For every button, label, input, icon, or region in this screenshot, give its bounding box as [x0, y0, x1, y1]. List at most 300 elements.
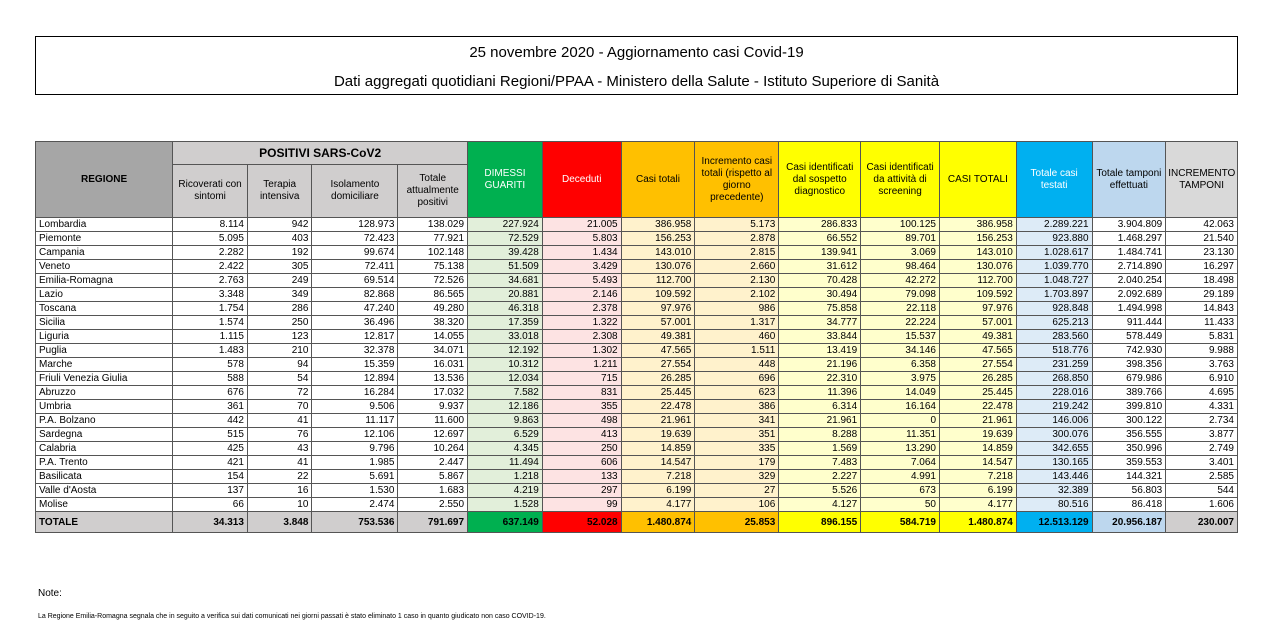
header-terapia-intensiva: Terapia intensiva — [247, 165, 312, 218]
value-cell: 72 — [247, 386, 312, 400]
value-cell: 21.196 — [779, 358, 861, 372]
value-cell: 99.674 — [312, 246, 398, 260]
value-cell: 3.877 — [1166, 428, 1238, 442]
value-cell: 2.102 — [695, 288, 779, 302]
value-cell: 359.553 — [1092, 456, 1166, 470]
header-positivi-group: POSITIVI SARS-CoV2 — [173, 142, 468, 165]
value-cell: 112.700 — [621, 274, 695, 288]
value-cell: 2.749 — [1166, 442, 1238, 456]
value-cell: 97.976 — [940, 302, 1017, 316]
region-name-cell: Valle d'Aosta — [36, 484, 173, 498]
value-cell: 86.418 — [1092, 498, 1166, 512]
value-cell: 249 — [247, 274, 312, 288]
value-cell: 515 — [173, 428, 248, 442]
value-cell: 70 — [247, 400, 312, 414]
header-sospetto-diagnostico: Casi identificati dal sospetto diagnostico — [779, 142, 861, 218]
value-cell: 102.148 — [398, 246, 468, 260]
value-cell: 228.016 — [1016, 386, 1092, 400]
note-label: Note: — [38, 588, 62, 599]
value-cell: 4.219 — [468, 484, 543, 498]
value-cell: 50 — [861, 498, 940, 512]
value-cell: 2.734 — [1166, 414, 1238, 428]
value-cell: 10.264 — [398, 442, 468, 456]
value-cell: 82.868 — [312, 288, 398, 302]
value-cell: 25.445 — [940, 386, 1017, 400]
value-cell: 335 — [695, 442, 779, 456]
value-cell: 12.192 — [468, 344, 543, 358]
value-cell: 2.714.890 — [1092, 260, 1166, 274]
region-name-cell: Lombardia — [36, 218, 173, 232]
value-cell: 57.001 — [940, 316, 1017, 330]
value-cell: 623 — [695, 386, 779, 400]
value-cell: 2.447 — [398, 456, 468, 470]
value-cell: 1.483 — [173, 344, 248, 358]
value-cell: 5.173 — [695, 218, 779, 232]
table-row — [36, 470, 1238, 484]
value-cell: 47.565 — [621, 344, 695, 358]
value-cell: 11.396 — [779, 386, 861, 400]
value-cell: 43 — [247, 442, 312, 456]
value-cell: 1.115 — [173, 330, 248, 344]
value-cell: 36.496 — [312, 316, 398, 330]
value-cell: 1.028.617 — [1016, 246, 1092, 260]
total-value-cell: 34.313 — [173, 512, 248, 533]
value-cell: 16.297 — [1166, 260, 1238, 274]
value-cell: 7.483 — [779, 456, 861, 470]
value-cell: 349 — [247, 288, 312, 302]
total-value-cell: 584.719 — [861, 512, 940, 533]
region-name-cell: Toscana — [36, 302, 173, 316]
table-row — [36, 484, 1238, 498]
value-cell: 1.468.297 — [1092, 232, 1166, 246]
table-row — [36, 330, 1238, 344]
value-cell: 300.076 — [1016, 428, 1092, 442]
region-name-cell: Friuli Venezia Giulia — [36, 372, 173, 386]
value-cell: 143.446 — [1016, 470, 1092, 484]
value-cell: 12.106 — [312, 428, 398, 442]
value-cell: 34.777 — [779, 316, 861, 330]
value-cell: 425 — [173, 442, 248, 456]
value-cell: 128.973 — [312, 218, 398, 232]
value-cell: 137 — [173, 484, 248, 498]
header-deceduti: Deceduti — [542, 142, 621, 218]
value-cell: 42.063 — [1166, 218, 1238, 232]
value-cell: 26.285 — [621, 372, 695, 386]
value-cell: 156.253 — [621, 232, 695, 246]
value-cell: 356.555 — [1092, 428, 1166, 442]
value-cell: 1.511 — [695, 344, 779, 358]
value-cell: 12.817 — [312, 330, 398, 344]
total-value-cell: 20.956.187 — [1092, 512, 1166, 533]
value-cell: 17.359 — [468, 316, 543, 330]
value-cell: 10 — [247, 498, 312, 512]
value-cell: 106 — [695, 498, 779, 512]
value-cell: 130.076 — [621, 260, 695, 274]
value-cell: 1.606 — [1166, 498, 1238, 512]
value-cell: 32.389 — [1016, 484, 1092, 498]
value-cell: 297 — [542, 484, 621, 498]
value-cell: 2.289.221 — [1016, 218, 1092, 232]
value-cell: 2.378 — [542, 302, 621, 316]
value-cell: 156.253 — [940, 232, 1017, 246]
header-isolamento: Isolamento domiciliare — [312, 165, 398, 218]
value-cell: 715 — [542, 372, 621, 386]
table-row — [36, 288, 1238, 302]
value-cell: 355 — [542, 400, 621, 414]
value-cell: 942 — [247, 218, 312, 232]
value-cell: 123 — [247, 330, 312, 344]
value-cell: 16.164 — [861, 400, 940, 414]
value-cell: 72.423 — [312, 232, 398, 246]
value-cell: 143.010 — [940, 246, 1017, 260]
value-cell: 16.031 — [398, 358, 468, 372]
value-cell: 421 — [173, 456, 248, 470]
value-cell: 22.478 — [940, 400, 1017, 414]
value-cell: 4.127 — [779, 498, 861, 512]
value-cell: 9.988 — [1166, 344, 1238, 358]
value-cell: 5.831 — [1166, 330, 1238, 344]
value-cell: 1.322 — [542, 316, 621, 330]
value-cell: 66.552 — [779, 232, 861, 246]
value-cell: 70.428 — [779, 274, 861, 288]
value-cell: 442 — [173, 414, 248, 428]
value-cell: 1.048.727 — [1016, 274, 1092, 288]
value-cell: 16 — [247, 484, 312, 498]
value-cell: 27 — [695, 484, 779, 498]
table-row — [36, 232, 1238, 246]
value-cell: 386.958 — [940, 218, 1017, 232]
value-cell: 133 — [542, 470, 621, 484]
value-cell: 2.550 — [398, 498, 468, 512]
value-cell: 14.547 — [940, 456, 1017, 470]
value-cell: 22 — [247, 470, 312, 484]
value-cell: 342.655 — [1016, 442, 1092, 456]
value-cell: 4.331 — [1166, 400, 1238, 414]
value-cell: 1.528 — [468, 498, 543, 512]
value-cell: 14.055 — [398, 330, 468, 344]
total-value-cell: 896.155 — [779, 512, 861, 533]
total-value-cell: 3.848 — [247, 512, 312, 533]
value-cell: 3.348 — [173, 288, 248, 302]
total-value-cell: 52.028 — [542, 512, 621, 533]
value-cell: 350.996 — [1092, 442, 1166, 456]
value-cell: 139.941 — [779, 246, 861, 260]
value-cell: 47.565 — [940, 344, 1017, 358]
value-cell: 386.958 — [621, 218, 695, 232]
value-cell: 413 — [542, 428, 621, 442]
total-value-cell: 791.697 — [398, 512, 468, 533]
value-cell: 1.494.998 — [1092, 302, 1166, 316]
total-value-cell: 25.853 — [695, 512, 779, 533]
value-cell: 742.930 — [1092, 344, 1166, 358]
table-row — [36, 302, 1238, 316]
header-incremento-tamponi: INCREMENTO TAMPONI — [1166, 142, 1238, 218]
value-cell: 21.005 — [542, 218, 621, 232]
value-cell: 66 — [173, 498, 248, 512]
value-cell: 13.290 — [861, 442, 940, 456]
value-cell: 1.703.897 — [1016, 288, 1092, 302]
report-title-box — [35, 36, 1238, 95]
value-cell: 112.700 — [940, 274, 1017, 288]
region-name-cell: Molise — [36, 498, 173, 512]
value-cell: 33.844 — [779, 330, 861, 344]
table-row — [36, 400, 1238, 414]
value-cell: 14.547 — [621, 456, 695, 470]
value-cell: 57.001 — [621, 316, 695, 330]
value-cell: 3.975 — [861, 372, 940, 386]
value-cell: 578 — [173, 358, 248, 372]
table-row — [36, 358, 1238, 372]
region-name-cell: Puglia — [36, 344, 173, 358]
value-cell: 100.125 — [861, 218, 940, 232]
value-cell: 518.776 — [1016, 344, 1092, 358]
value-cell: 22.310 — [779, 372, 861, 386]
value-cell: 6.314 — [779, 400, 861, 414]
value-cell: 12.034 — [468, 372, 543, 386]
value-cell: 29.189 — [1166, 288, 1238, 302]
value-cell: 1.434 — [542, 246, 621, 260]
value-cell: 928.848 — [1016, 302, 1092, 316]
value-cell: 18.498 — [1166, 274, 1238, 288]
region-name-cell: Marche — [36, 358, 173, 372]
value-cell: 2.130 — [695, 274, 779, 288]
value-cell: 49.280 — [398, 302, 468, 316]
value-cell: 79.098 — [861, 288, 940, 302]
value-cell: 460 — [695, 330, 779, 344]
value-cell: 3.401 — [1166, 456, 1238, 470]
value-cell: 47.240 — [312, 302, 398, 316]
value-cell: 46.318 — [468, 302, 543, 316]
value-cell: 54 — [247, 372, 312, 386]
value-cell: 109.592 — [940, 288, 1017, 302]
value-cell: 361 — [173, 400, 248, 414]
value-cell: 69.514 — [312, 274, 398, 288]
table-row — [36, 414, 1238, 428]
total-value-cell: 1.480.874 — [940, 512, 1017, 533]
value-cell: 130.076 — [940, 260, 1017, 274]
value-cell: 3.904.809 — [1092, 218, 1166, 232]
value-cell: 21.540 — [1166, 232, 1238, 246]
value-cell: 399.810 — [1092, 400, 1166, 414]
value-cell: 77.921 — [398, 232, 468, 246]
value-cell: 34.146 — [861, 344, 940, 358]
value-cell: 31.612 — [779, 260, 861, 274]
value-cell: 9.796 — [312, 442, 398, 456]
value-cell: 2.763 — [173, 274, 248, 288]
value-cell: 21.961 — [940, 414, 1017, 428]
value-cell: 231.259 — [1016, 358, 1092, 372]
value-cell: 403 — [247, 232, 312, 246]
value-cell: 2.815 — [695, 246, 779, 260]
value-cell: 6.199 — [940, 484, 1017, 498]
value-cell: 14.843 — [1166, 302, 1238, 316]
value-cell: 588 — [173, 372, 248, 386]
value-cell: 1.211 — [542, 358, 621, 372]
value-cell: 144.321 — [1092, 470, 1166, 484]
value-cell: 305 — [247, 260, 312, 274]
value-cell: 38.320 — [398, 316, 468, 330]
value-cell: 329 — [695, 470, 779, 484]
value-cell: 1.574 — [173, 316, 248, 330]
value-cell: 2.422 — [173, 260, 248, 274]
value-cell: 13.536 — [398, 372, 468, 386]
region-name-cell: Veneto — [36, 260, 173, 274]
value-cell: 341 — [695, 414, 779, 428]
value-cell: 6.358 — [861, 358, 940, 372]
header-ricoverati: Ricoverati con sintomi — [173, 165, 248, 218]
value-cell: 4.991 — [861, 470, 940, 484]
region-name-cell: Lazio — [36, 288, 173, 302]
value-cell: 192 — [247, 246, 312, 260]
report-subtitle: Dati aggregati quotidiani Regioni/PPAA - Ministero della Salute - Istituto Superiore di Sanità — [333, 73, 940, 90]
value-cell: 227.924 — [468, 218, 543, 232]
value-cell: 12.697 — [398, 428, 468, 442]
value-cell: 676 — [173, 386, 248, 400]
value-cell: 22.224 — [861, 316, 940, 330]
value-cell: 2.474 — [312, 498, 398, 512]
value-cell: 27.554 — [621, 358, 695, 372]
value-cell: 3.069 — [861, 246, 940, 260]
value-cell: 7.582 — [468, 386, 543, 400]
value-cell: 831 — [542, 386, 621, 400]
value-cell: 911.444 — [1092, 316, 1166, 330]
header-casi-totali: Casi totali — [621, 142, 695, 218]
region-name-cell: Calabria — [36, 442, 173, 456]
value-cell: 75.138 — [398, 260, 468, 274]
totals-row — [36, 512, 1238, 533]
region-name-cell: Piemonte — [36, 232, 173, 246]
header-totale-positivi: Totale attualmente positivi — [398, 165, 468, 218]
value-cell: 20.881 — [468, 288, 543, 302]
value-cell: 75.858 — [779, 302, 861, 316]
value-cell: 12.894 — [312, 372, 398, 386]
value-cell: 606 — [542, 456, 621, 470]
value-cell: 146.006 — [1016, 414, 1092, 428]
value-cell: 41 — [247, 414, 312, 428]
value-cell: 34.071 — [398, 344, 468, 358]
value-cell: 11.117 — [312, 414, 398, 428]
value-cell: 27.554 — [940, 358, 1017, 372]
value-cell: 986 — [695, 302, 779, 316]
value-cell: 250 — [542, 442, 621, 456]
value-cell: 21.961 — [779, 414, 861, 428]
value-cell: 109.592 — [621, 288, 695, 302]
header-incremento-casi: Incremento casi totali (rispetto al giorno precedente) — [695, 142, 779, 218]
value-cell: 15.359 — [312, 358, 398, 372]
value-cell: 7.064 — [861, 456, 940, 470]
value-cell: 76 — [247, 428, 312, 442]
value-cell: 89.701 — [861, 232, 940, 246]
value-cell: 72.529 — [468, 232, 543, 246]
value-cell: 12.186 — [468, 400, 543, 414]
value-cell: 72.526 — [398, 274, 468, 288]
table-row — [36, 246, 1238, 260]
value-cell: 15.537 — [861, 330, 940, 344]
table-row — [36, 344, 1238, 358]
region-name-cell: Umbria — [36, 400, 173, 414]
table-row — [36, 316, 1238, 330]
region-name-cell: Emilia-Romagna — [36, 274, 173, 288]
value-cell: 268.850 — [1016, 372, 1092, 386]
value-cell: 2.585 — [1166, 470, 1238, 484]
value-cell: 3.763 — [1166, 358, 1238, 372]
value-cell: 16.284 — [312, 386, 398, 400]
value-cell: 219.242 — [1016, 400, 1092, 414]
value-cell: 10.312 — [468, 358, 543, 372]
value-cell: 130.165 — [1016, 456, 1092, 470]
value-cell: 4.177 — [940, 498, 1017, 512]
value-cell: 11.600 — [398, 414, 468, 428]
value-cell: 21.961 — [621, 414, 695, 428]
value-cell: 250 — [247, 316, 312, 330]
value-cell: 389.766 — [1092, 386, 1166, 400]
value-cell: 49.381 — [621, 330, 695, 344]
value-cell: 97.976 — [621, 302, 695, 316]
table-row — [36, 372, 1238, 386]
value-cell: 0 — [861, 414, 940, 428]
value-cell: 1.985 — [312, 456, 398, 470]
value-cell: 80.516 — [1016, 498, 1092, 512]
value-cell: 30.494 — [779, 288, 861, 302]
value-cell: 19.639 — [940, 428, 1017, 442]
table-row — [36, 218, 1238, 232]
value-cell: 72.411 — [312, 260, 398, 274]
value-cell: 4.345 — [468, 442, 543, 456]
totals-label-cell: TOTALE — [36, 512, 173, 533]
region-name-cell: Sicilia — [36, 316, 173, 330]
total-value-cell: 1.480.874 — [621, 512, 695, 533]
header-regione: REGIONE — [36, 142, 173, 218]
value-cell: 5.867 — [398, 470, 468, 484]
total-value-cell: 12.513.129 — [1016, 512, 1092, 533]
value-cell: 8.288 — [779, 428, 861, 442]
table-body — [36, 218, 1238, 533]
table-row — [36, 260, 1238, 274]
value-cell: 13.419 — [779, 344, 861, 358]
value-cell: 2.040.254 — [1092, 274, 1166, 288]
value-cell: 39.428 — [468, 246, 543, 260]
table-row — [36, 386, 1238, 400]
value-cell: 11.433 — [1166, 316, 1238, 330]
value-cell: 154 — [173, 470, 248, 484]
value-cell: 138.029 — [398, 218, 468, 232]
value-cell: 34.681 — [468, 274, 543, 288]
value-cell: 1.530 — [312, 484, 398, 498]
region-name-cell: P.A. Bolzano — [36, 414, 173, 428]
value-cell: 32.378 — [312, 344, 398, 358]
value-cell: 498 — [542, 414, 621, 428]
value-cell: 7.218 — [621, 470, 695, 484]
header-dimessi: DIMESSI GUARITI — [468, 142, 543, 218]
value-cell: 11.351 — [861, 428, 940, 442]
table-row — [36, 498, 1238, 512]
table-row — [36, 456, 1238, 470]
value-cell: 19.639 — [621, 428, 695, 442]
value-cell: 23.130 — [1166, 246, 1238, 260]
value-cell: 1.569 — [779, 442, 861, 456]
value-cell: 26.285 — [940, 372, 1017, 386]
value-cell: 94 — [247, 358, 312, 372]
value-cell: 1.754 — [173, 302, 248, 316]
value-cell: 22.118 — [861, 302, 940, 316]
total-value-cell: 753.536 — [312, 512, 398, 533]
covid-data-table — [35, 141, 1238, 533]
value-cell: 6.199 — [621, 484, 695, 498]
value-cell: 625.213 — [1016, 316, 1092, 330]
value-cell: 25.445 — [621, 386, 695, 400]
value-cell: 1.683 — [398, 484, 468, 498]
value-cell: 923.880 — [1016, 232, 1092, 246]
